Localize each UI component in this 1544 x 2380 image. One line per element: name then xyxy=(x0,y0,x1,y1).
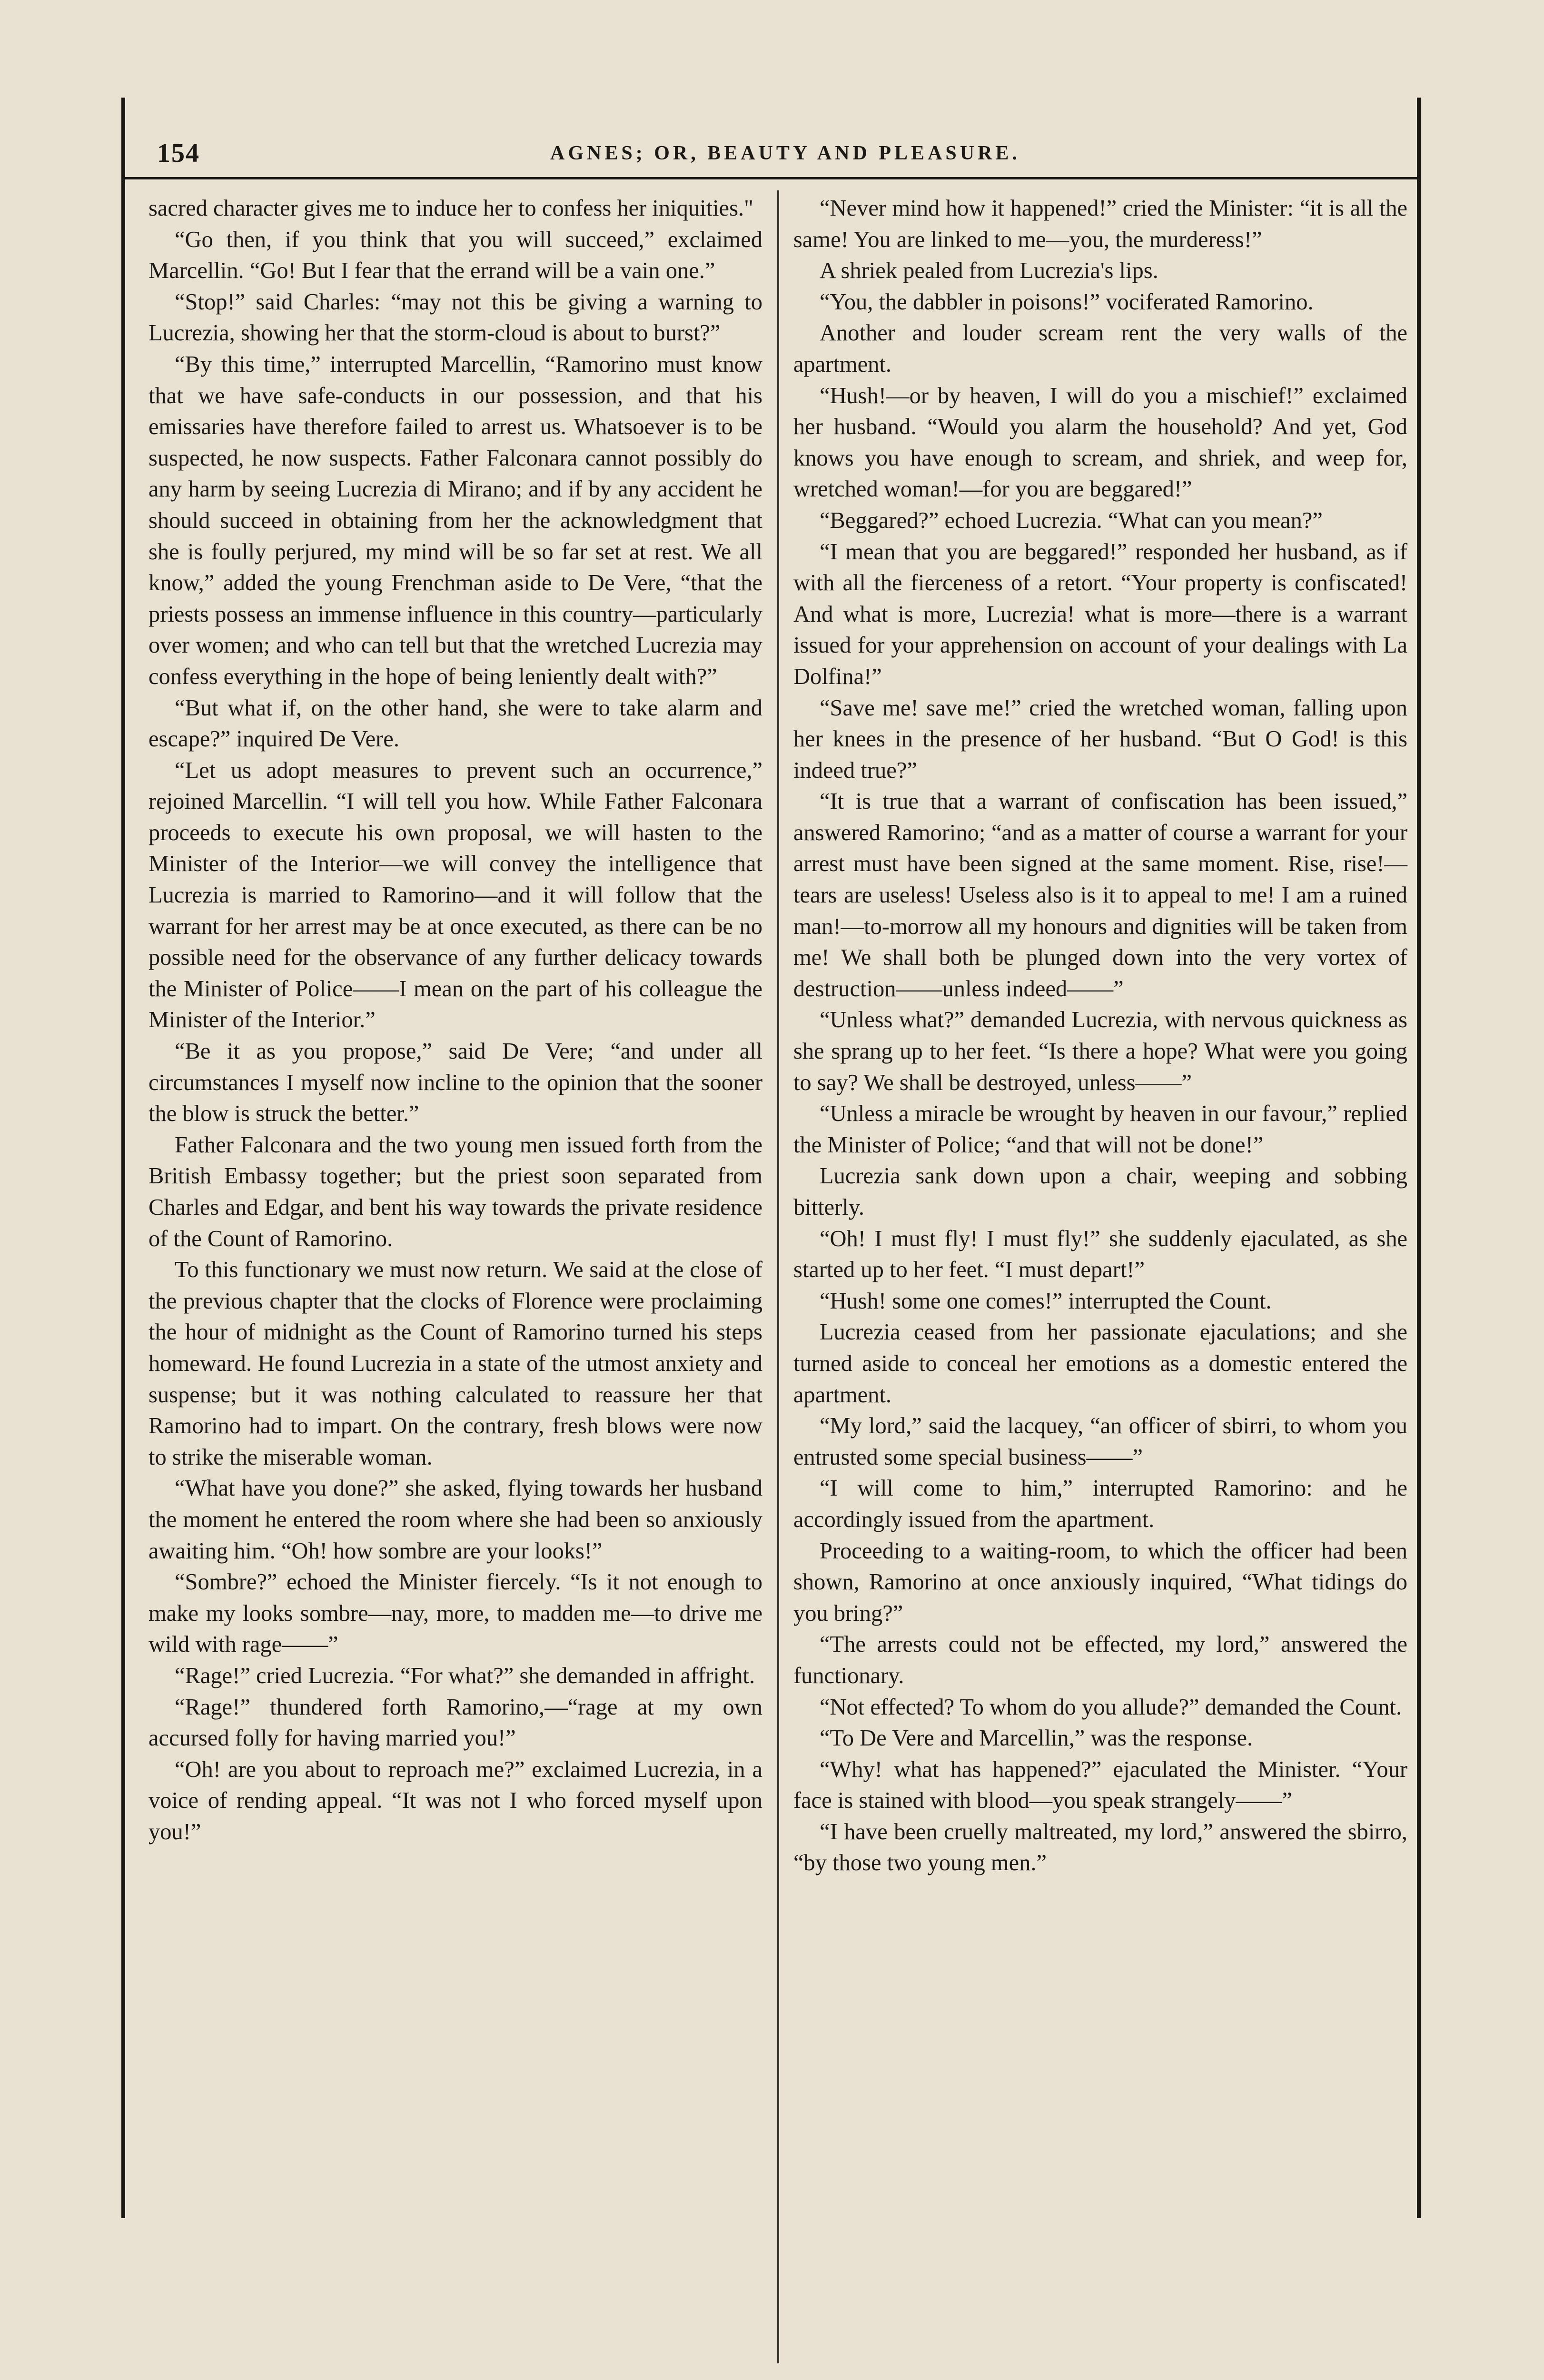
left-column xyxy=(148,193,762,1847)
paragraph: “Sombre?” echoed the Minister fiercely. “Is it not enough to make my looks sombre—nay, more, to madden me—to drive me wild with rage——” xyxy=(148,1569,762,1657)
right-column xyxy=(793,193,1407,1879)
paragraph: Father Falconara and the two young men issued forth from the British Embassy together; but the priest soon separated from Charles and Edgar, and bent his way towards the private residence of the Count of Ramorino. xyxy=(148,1132,762,1251)
paragraph: sacred character gives me to induce her to confess her iniquities." xyxy=(148,196,753,221)
paragraph: “The arrests could not be effected, my lord,” answered the functionary. xyxy=(793,1632,1407,1688)
paragraph: “Not effected? To whom do you allude?” demanded the Count. xyxy=(820,1694,1402,1720)
paragraph: “Stop!” said Charles: “may not this be giving a warning to Lucrezia, showing her that the storm-cloud is about to burst?” xyxy=(148,289,762,346)
paragraph: “Beggared?” echoed Lucrezia. “What can you mean?” xyxy=(820,507,1323,533)
paragraph: “Save me! save me!” cried the wretched woman, falling upon her knees in the presence of her husband. “But O God! is this indeed true?” xyxy=(793,695,1407,783)
paragraph: A shriek pealed from Lucrezia's lips. xyxy=(820,258,1158,284)
paragraph: “Hush!—or by heaven, I will do you a mischief!” exclaimed her husband. “Would you alarm the household? And yet, God knows you have enough to scream, and shriek, and weep for, wretched woman!—for you are beggared!” xyxy=(793,383,1407,502)
paragraph: “I will come to him,” interrupted Ramorino: and he accordingly issued from the apartment. xyxy=(793,1476,1407,1532)
paragraph: “But what if, on the other hand, she were to take alarm and escape?” inquired De Vere. xyxy=(148,695,762,752)
paragraph: To this functionary we must now return. We said at the close of the previous chapter that the clocks of Florence were proclaiming the hour of midnight as the Count of Ramorino turned his steps homeward. He found Lucrezia in a state of the utmost anxiety and suspense; but it was nothing calculated to reassure her that Ramorino had to impart. On the contrary, fresh blows were now to strike the miserable woman. xyxy=(148,1257,762,1470)
paragraph: Lucrezia sank down upon a chair, weeping and sobbing bitterly. xyxy=(793,1163,1407,1220)
paragraph: Proceeding to a waiting-room, to which the officer had been shown, Ramorino at once anxiously inquired, “What tidings do you bring?” xyxy=(793,1538,1407,1626)
paragraph: “It is true that a warrant of confiscation has been issued,” answered Ramorino; “and as a matter of course a warrant for your arrest must have been signed at the same moment. Rise, rise!—tears are useless! Useless also is it to appeal to me! I am a ruined man!—to-morrow all my honours and dignities will be taken from me! We shall both be plunged down into the very vortex of destruction——unless indeed——” xyxy=(793,789,1407,1002)
paragraph: “Let us adopt measures to prevent such an occurrence,” rejoined Marcellin. “I will tell you how. While Father Falconara proceeds to execute his own proposal, we will hasten to the Minister of the Interior—we will convey the intelligence that Lucrezia is married to Ramorino—and it will follow that the warrant for her arrest may be at once executed, as there can be no possible need for the observance of any further delicacy towards the Minister of Police——I mean on the part of his colleague the Minister of the Interior.” xyxy=(148,757,762,1033)
paragraph: Lucrezia ceased from her passionate ejaculations; and she turned aside to conceal her emotions as a domestic entered the apartment. xyxy=(793,1319,1407,1408)
paragraph: “To De Vere and Marcellin,” was the response. xyxy=(820,1726,1253,1751)
paragraph: “Be it as you propose,” said De Vere; “and under all circumstances I myself now incline to the opinion that the sooner the blow is struck the better.” xyxy=(148,1039,762,1127)
running-title: AGNES; OR, BEAUTY AND PLEASURE. xyxy=(550,142,1020,164)
paragraph: Another and louder scream rent the very walls of the apartment. xyxy=(793,320,1407,377)
paragraph: “You, the dabbler in poisons!” vociferated Ramorino. xyxy=(820,289,1314,315)
paragraph: “By this time,” interrupted Marcellin, “Ramorino must know that we have safe-conducts in our possession, and that his emissaries have therefore failed to arrest us. Whatsoever is to be suspected, he now suspects. Father Falconara cannot possibly do any harm by seeing Lucrezia di Mirano; and if by any accident he should succeed in obtaining from her the acknowledgment that she is foully perjured, my mind will be so far set at rest. We all know,” added the young Frenchman aside to De Vere, “that the priests possess an immense influence in this country—particularly over women; and who can tell but that the wretched Lucrezia may confess everything in the hope of being leniently dealt with?” xyxy=(148,351,762,689)
paragraph: “Unless a miracle be wrought by heaven in our favour,” replied the Minister of Police; “and that will not be done!” xyxy=(793,1101,1407,1158)
page-number: 154 xyxy=(157,139,200,168)
paragraph: “My lord,” said the lacquey, “an officer of sbirri, to whom you entrusted some special business——” xyxy=(793,1413,1407,1470)
column-divider xyxy=(777,190,779,2363)
paragraph: “I mean that you are beggared!” responded her husband, as if with all the fierceness of a retort. “Your property is confiscated! And what is more, Lucrezia! what is more—there is a warrant issued for your apprehension on account of your dealings with La Dolfina!” xyxy=(793,539,1407,689)
paragraph: “Hush! some one comes!” interrupted the Count. xyxy=(820,1288,1272,1314)
paragraph: “What have you done?” she asked, flying towards her husband the moment he entered the room where she had been so anxiously awaiting him. “Oh! how sombre are your looks!” xyxy=(148,1476,762,1564)
header-rule xyxy=(124,177,1419,179)
paragraph: “Unless what?” demanded Lucrezia, with nervous quickness as she sprang up to her feet. “Is there a hope? What were you going to say? We shall be destroyed, unless——” xyxy=(793,1007,1407,1095)
page-header xyxy=(157,138,1414,176)
paragraph: “Rage!” thundered forth Ramorino,—“rage at my own accursed folly for having married you!” xyxy=(148,1694,762,1751)
paragraph: “Why! what has happened?” ejaculated the Minister. “Your face is stained with blood—you speak strangely——” xyxy=(793,1756,1407,1814)
paragraph: “Oh! are you about to reproach me?” exclaimed Lucrezia, in a voice of rending appeal. “It was not I who forced myself upon you!” xyxy=(148,1756,762,1844)
paragraph: “Go then, if you think that you will succeed,” exclaimed Marcellin. “Go! But I fear that the errand will be a vain one.” xyxy=(148,227,762,284)
paragraph: “Rage!” cried Lucrezia. “For what?” she demanded in affright. xyxy=(175,1663,755,1688)
paragraph: “I have been cruelly maltreated, my lord,” answered the sbirro, “by those two young men.” xyxy=(793,1819,1407,1876)
paragraph: “Never mind how it happened!” cried the Minister: “it is all the same! You are linked to me—you, the murderess!” xyxy=(793,196,1407,252)
paragraph: “Oh! I must fly! I must fly!” she suddenly ejaculated, as she started up to her feet. “I must depart!” xyxy=(793,1226,1407,1283)
